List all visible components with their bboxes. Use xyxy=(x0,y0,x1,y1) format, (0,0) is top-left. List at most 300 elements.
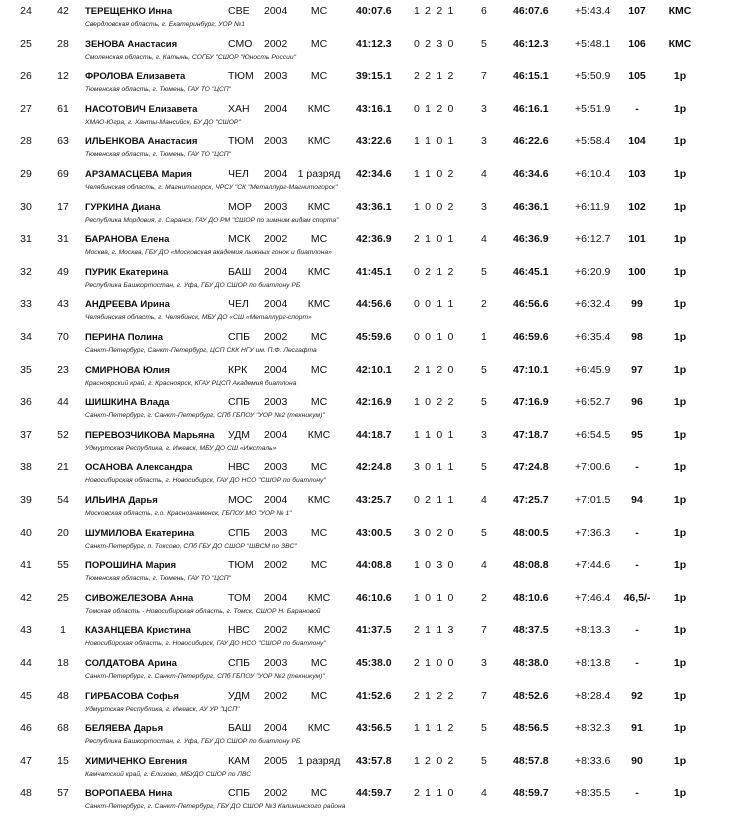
shooting-cell: 1 1 1 2 xyxy=(414,722,455,735)
total-time-cell: 47:18.7 xyxy=(513,428,549,441)
points-cell: - xyxy=(635,526,639,539)
bib-cell: 23 xyxy=(57,363,69,376)
place-cell: 44 xyxy=(20,657,32,669)
birth-year-cell: 2004 xyxy=(264,591,288,604)
table-row xyxy=(0,360,750,393)
region-cell: ХАН xyxy=(228,102,250,115)
place-cell: 46 xyxy=(20,722,32,735)
sport-rank-cell: КМС xyxy=(307,722,331,735)
sport-rank-cell: КМС xyxy=(307,200,331,213)
penalties-cell: 4 xyxy=(481,494,487,506)
birth-year-cell: 2004 xyxy=(264,168,288,180)
athlete-name: СОЛДАТОВА Арина xyxy=(85,658,177,669)
qualification-cell: 1р xyxy=(673,298,687,311)
total-time-cell: 48:38.0 xyxy=(513,657,549,669)
total-time-cell: 47:10.1 xyxy=(513,363,549,376)
penalties-cell: 3 xyxy=(481,102,487,115)
place-cell: 27 xyxy=(20,102,32,115)
table-row xyxy=(0,555,750,588)
bib-cell: 48 xyxy=(57,689,69,702)
sport-rank-cell: МС xyxy=(310,331,328,343)
time-behind-cell: +8:13.8 xyxy=(575,657,611,669)
shooting-cell: 3 0 1 1 xyxy=(414,461,455,474)
place-cell: 41 xyxy=(20,559,32,572)
birth-year-cell: 2002 xyxy=(264,37,288,50)
shooting-cell: 1 2 0 2 xyxy=(414,754,455,767)
place-cell: 45 xyxy=(20,689,32,702)
sport-rank-cell: МС xyxy=(310,657,328,669)
course-time-cell: 41:37.5 xyxy=(356,624,392,637)
table-row xyxy=(0,392,750,425)
athlete-name: ПУРИК Екатерина xyxy=(85,266,169,278)
birth-year-cell: 2003 xyxy=(264,135,288,148)
birth-year-cell: 2003 xyxy=(264,200,288,213)
points-cell: 101 xyxy=(628,233,646,246)
points-cell: 107 xyxy=(628,5,646,17)
club-line: Тюменская область, г. Тюмень, ГАУ ТО "ЦСП" xyxy=(85,575,232,583)
qualification-cell: 1р xyxy=(673,233,687,246)
place-cell: 31 xyxy=(20,233,32,246)
sport-rank-cell: МС xyxy=(310,5,328,17)
total-time-cell: 48:57.8 xyxy=(513,754,549,767)
points-cell: 91 xyxy=(631,722,643,735)
course-time-cell: 43:36.1 xyxy=(356,200,392,213)
place-cell: 38 xyxy=(20,461,32,474)
sport-rank-cell: МС xyxy=(310,70,328,83)
total-time-cell: 46:15.1 xyxy=(513,70,549,83)
table-row xyxy=(0,99,750,132)
penalties-cell: 5 xyxy=(481,722,487,735)
athlete-name: ОСАНОВА Александра xyxy=(85,462,193,474)
course-time-cell: 45:38.0 xyxy=(356,657,392,669)
time-behind-cell: +8:28.4 xyxy=(575,689,611,702)
penalties-cell: 2 xyxy=(481,298,487,311)
athlete-name: ИЛЬИНА Дарья xyxy=(85,495,158,506)
total-time-cell: 48:56.5 xyxy=(513,722,549,735)
penalties-cell: 5 xyxy=(481,363,487,376)
place-cell: 25 xyxy=(20,37,32,50)
penalties-cell: 4 xyxy=(481,168,487,180)
sport-rank-cell: МС xyxy=(310,526,328,539)
birth-year-cell: 2004 xyxy=(264,102,288,115)
qualification-cell: КМС xyxy=(668,5,692,17)
total-time-cell: 48:52.6 xyxy=(513,689,549,702)
course-time-cell: 42:10.1 xyxy=(356,363,392,376)
bib-cell: 18 xyxy=(57,657,69,669)
region-cell: БАШ xyxy=(228,265,252,278)
birth-year-cell: 2002 xyxy=(264,559,288,572)
birth-year-cell: 2002 xyxy=(264,624,288,637)
athlete-name: ЗЕНОВА Анастасия xyxy=(85,38,178,50)
region-cell: ТЮМ xyxy=(228,559,254,572)
total-time-cell: 47:24.8 xyxy=(513,461,549,474)
time-behind-cell: +6:54.5 xyxy=(575,428,611,441)
table-row xyxy=(0,718,750,751)
points-cell: 106 xyxy=(628,37,646,50)
course-time-cell: 43:25.7 xyxy=(356,494,392,506)
club-line: Смоленская область, г. Катынь, СОГБУ "СШОР "Юность России" xyxy=(85,53,296,61)
time-behind-cell: +6:35.4 xyxy=(575,331,611,343)
athlete-name: АНДРЕЕВА Ирина xyxy=(85,299,170,311)
qualification-cell: 1р xyxy=(673,754,687,767)
table-row xyxy=(0,523,750,556)
bib-cell: 20 xyxy=(57,526,69,539)
penalties-cell: 3 xyxy=(481,135,487,148)
shooting-cell: 2 1 2 2 xyxy=(414,689,455,702)
table-row xyxy=(0,294,750,327)
penalties-cell: 6 xyxy=(481,5,487,17)
time-behind-cell: +7:00.6 xyxy=(575,461,611,474)
region-cell: МОР xyxy=(228,200,252,213)
bib-cell: 69 xyxy=(57,168,69,180)
club-line: Санкт-Петербург, г. Санкт-Петербург, СПб ГБПОУ "УОР №2 (техникум)" xyxy=(85,673,325,680)
club-line: Камчатский край, г. Елизово, МБУДО СШОР по ЛВС xyxy=(85,770,252,778)
total-time-cell: 46:16.1 xyxy=(513,102,549,115)
athlete-name: ВОРОПАЕВА Нина xyxy=(85,788,173,800)
penalties-cell: 5 xyxy=(481,461,487,474)
time-behind-cell: +8:13.3 xyxy=(575,624,611,637)
club-line: Тюменская область, г. Тюмень, ГАУ ТО "ЦСП" xyxy=(85,86,232,94)
time-behind-cell: +6:20.9 xyxy=(575,265,611,278)
club-line: Тюменская область, г. Тюмень, ГАУ ТО "ЦСП" xyxy=(85,151,232,159)
total-time-cell: 46:34.6 xyxy=(513,168,549,180)
athlete-name: ГУРКИНА Диана xyxy=(85,201,161,213)
table-row xyxy=(0,197,750,230)
shooting-cell: 0 2 1 1 xyxy=(414,494,455,506)
sport-rank-cell: КМС xyxy=(307,265,331,278)
region-cell: НВС xyxy=(228,461,250,474)
athlete-name: ПЕРЕВОЗЧИКОВА Марьяна xyxy=(85,429,215,441)
club-line: Москва, г. Москва, ГБУ ДО «Московская академия лыжных гонок и биатлона» xyxy=(85,249,332,257)
club-line: Удмуртская Республика, г. Ижевск, АУ УР "ЦСП" xyxy=(85,705,240,713)
points-cell: - xyxy=(635,559,639,572)
qualification-cell: 1р xyxy=(673,591,687,604)
qualification-cell: 1р xyxy=(673,200,687,213)
athlete-name: ТЕРЕЩЕНКО Инна xyxy=(85,6,173,17)
region-cell: ТОМ xyxy=(228,591,251,604)
penalties-cell: 5 xyxy=(481,37,487,50)
bib-cell: 17 xyxy=(57,200,69,213)
penalties-cell: 3 xyxy=(481,200,487,213)
club-line: Санкт-Петербург, п. Токсово, СПб ГБУ ДО СШОР "ШВСМ по ЗВС" xyxy=(85,542,297,550)
place-cell: 26 xyxy=(20,70,32,83)
course-time-cell: 43:56.5 xyxy=(356,722,392,735)
penalties-cell: 3 xyxy=(481,657,487,669)
region-cell: ТЮМ xyxy=(228,70,254,83)
sport-rank-cell: КМС xyxy=(307,428,331,441)
place-cell: 40 xyxy=(20,526,32,539)
club-line: ХМАО-Югра, г. Ханты-Мансийск, БУ ДО "СШОР" xyxy=(85,118,241,126)
athlete-name: ФРОЛОВА Елизавета xyxy=(85,71,186,83)
table-row xyxy=(0,588,750,621)
club-line: Челябинская область, г. Магнитогорск, ЧРСУ "СК "Металлург-Магнитогорск" xyxy=(85,184,338,191)
time-behind-cell: +8:35.5 xyxy=(575,787,611,800)
shooting-cell: 3 0 2 0 xyxy=(414,526,455,539)
time-behind-cell: +6:11.9 xyxy=(575,200,610,213)
shooting-cell: 0 2 1 2 xyxy=(414,265,455,278)
points-cell: 98 xyxy=(631,331,643,343)
penalties-cell: 2 xyxy=(481,591,487,604)
athlete-name: ГИРБАСОВА Софья xyxy=(85,690,179,702)
shooting-cell: 2 1 1 3 xyxy=(414,624,455,637)
region-cell: ТЮМ xyxy=(228,135,254,148)
course-time-cell: 39:15.1 xyxy=(356,70,392,83)
birth-year-cell: 2004 xyxy=(264,363,288,376)
time-behind-cell: +7:44.6 xyxy=(575,559,611,572)
time-behind-cell: +5:43.4 xyxy=(575,5,611,17)
birth-year-cell: 2004 xyxy=(264,494,288,506)
club-line: Санкт-Петербург, Санкт-Петербург, ЦСП СКК НГУ им. П.Ф. Лесгафта xyxy=(85,347,317,354)
athlete-name: ШИШКИНА Влада xyxy=(85,397,170,409)
penalties-cell: 5 xyxy=(481,265,487,278)
table-row xyxy=(0,262,750,295)
qualification-cell: 1р xyxy=(673,396,687,409)
qualification-cell: 1р xyxy=(673,331,687,343)
points-cell: 99 xyxy=(631,298,643,311)
total-time-cell: 48:08.8 xyxy=(513,559,549,572)
club-line: Челябинская область, г. Челябинск, МБУ ДО «СШ «Металлург-спорт» xyxy=(85,314,312,322)
time-behind-cell: +5:51.9 xyxy=(575,102,611,115)
course-time-cell: 40:07.6 xyxy=(356,5,392,17)
penalties-cell: 4 xyxy=(481,559,487,572)
points-cell: 100 xyxy=(628,265,646,278)
table-row xyxy=(0,131,750,164)
shooting-cell: 1 2 2 1 xyxy=(414,5,455,17)
birth-year-cell: 2002 xyxy=(264,233,288,246)
region-cell: СВЕ xyxy=(228,5,250,17)
time-behind-cell: +6:52.7 xyxy=(575,396,611,409)
birth-year-cell: 2004 xyxy=(264,298,288,311)
penalties-cell: 4 xyxy=(481,233,487,246)
athlete-name: СИВОЖЕЛЕЗОВА Анна xyxy=(85,592,194,604)
total-time-cell: 47:16.9 xyxy=(513,396,549,409)
points-cell: 104 xyxy=(628,135,646,148)
region-cell: СПБ xyxy=(228,396,251,409)
sport-rank-cell: МС xyxy=(310,689,328,702)
penalties-cell: 5 xyxy=(481,396,487,409)
table-row xyxy=(0,425,750,458)
region-cell: СМО xyxy=(228,37,253,50)
points-cell: 96 xyxy=(631,396,643,409)
qualification-cell: 1р xyxy=(673,168,687,180)
points-cell: - xyxy=(635,787,639,800)
points-cell: 46,5/- xyxy=(623,591,651,604)
bib-cell: 12 xyxy=(57,70,69,83)
athlete-name: БАРАНОВА Елена xyxy=(85,234,170,246)
course-time-cell: 45:59.6 xyxy=(356,331,392,343)
qualification-cell: 1р xyxy=(673,657,687,669)
qualification-cell: 1р xyxy=(673,624,687,637)
qualification-cell: 1р xyxy=(673,461,687,474)
course-time-cell: 42:36.9 xyxy=(356,233,392,246)
place-cell: 39 xyxy=(20,494,32,506)
table-row xyxy=(0,620,750,653)
total-time-cell: 48:00.5 xyxy=(513,526,549,539)
athlete-name: НАСОТОВИЧ Елизавета xyxy=(85,103,198,115)
birth-year-cell: 2002 xyxy=(264,787,288,800)
bib-cell: 28 xyxy=(57,37,69,50)
region-cell: СПБ xyxy=(228,787,251,800)
club-line: Томская область - Новосибирская область, г. Томск, СШОР Н. Барановой xyxy=(85,607,321,615)
region-cell: МСК xyxy=(228,233,251,246)
table-row xyxy=(0,783,750,816)
place-cell: 34 xyxy=(20,331,32,343)
table-row xyxy=(0,653,750,686)
sport-rank-cell: МС xyxy=(310,396,328,409)
bib-cell: 61 xyxy=(57,102,69,115)
athlete-name: КАЗАНЦЕВА Кристина xyxy=(85,625,191,637)
birth-year-cell: 2003 xyxy=(264,526,288,539)
time-behind-cell: +6:10.4 xyxy=(575,168,611,180)
table-row xyxy=(0,490,750,523)
course-time-cell: 43:00.5 xyxy=(356,526,392,539)
penalties-cell: 5 xyxy=(481,526,487,539)
course-time-cell: 41:12.3 xyxy=(356,37,392,50)
shooting-cell: 2 1 0 0 xyxy=(414,657,455,669)
points-cell: 95 xyxy=(631,428,643,441)
bib-cell: 25 xyxy=(57,591,69,604)
shooting-cell: 1 1 0 2 xyxy=(414,168,455,180)
total-time-cell: 46:12.3 xyxy=(513,37,549,50)
place-cell: 37 xyxy=(20,428,32,441)
birth-year-cell: 2003 xyxy=(264,396,288,409)
bib-cell: 54 xyxy=(57,494,69,506)
penalties-cell: 7 xyxy=(481,689,487,702)
place-cell: 42 xyxy=(20,591,32,604)
points-cell: 94 xyxy=(631,494,643,506)
course-time-cell: 43:57.8 xyxy=(356,754,392,767)
sport-rank-cell: МС xyxy=(310,233,328,246)
athlete-name: ШУМИЛОВА Екатерина xyxy=(85,527,195,539)
points-cell: 90 xyxy=(631,754,643,767)
birth-year-cell: 2005 xyxy=(264,754,288,767)
time-behind-cell: +8:33.6 xyxy=(575,754,611,767)
region-cell: СПБ xyxy=(228,526,251,539)
place-cell: 36 xyxy=(20,396,32,409)
bib-cell: 1 xyxy=(60,624,66,637)
shooting-cell: 1 0 0 2 xyxy=(414,200,455,213)
place-cell: 33 xyxy=(20,298,32,311)
shooting-cell: 0 2 3 0 xyxy=(414,37,455,50)
time-behind-cell: +5:48.1 xyxy=(575,37,611,50)
course-time-cell: 41:45.1 xyxy=(356,265,392,278)
shooting-cell: 1 1 0 1 xyxy=(414,428,455,441)
birth-year-cell: 2004 xyxy=(264,428,288,441)
points-cell: - xyxy=(635,624,639,637)
course-time-cell: 44:08.8 xyxy=(356,559,392,572)
table-row xyxy=(0,686,750,719)
club-line: Московская область, г.о. Краснознаменск, ГБПОУ МО "УОР № 1" xyxy=(85,510,292,517)
time-behind-cell: +7:46.4 xyxy=(575,591,611,604)
time-behind-cell: +7:01.5 xyxy=(575,494,611,506)
place-cell: 29 xyxy=(20,168,32,180)
shooting-cell: 1 1 0 1 xyxy=(414,135,455,148)
birth-year-cell: 2002 xyxy=(264,689,288,702)
club-line: Свердловская область, г. Екатеринбург, УОР №1 xyxy=(85,21,245,28)
course-time-cell: 42:16.9 xyxy=(356,396,392,409)
club-line: Республика Мордовия, г. Саранск, ГАУ ДО РМ "СШОР по зимним видам спорта" xyxy=(85,216,339,224)
sport-rank-cell: КМС xyxy=(307,591,331,604)
course-time-cell: 43:16.1 xyxy=(356,102,392,115)
total-time-cell: 46:07.6 xyxy=(513,5,549,17)
points-cell: 103 xyxy=(628,168,646,180)
total-time-cell: 46:45.1 xyxy=(513,265,549,278)
sport-rank-cell: КМС xyxy=(307,298,331,311)
birth-year-cell: 2004 xyxy=(264,5,288,17)
sport-rank-cell: КМС xyxy=(307,624,331,637)
place-cell: 48 xyxy=(20,787,32,800)
table-row xyxy=(0,34,750,67)
place-cell: 30 xyxy=(20,200,32,213)
place-cell: 35 xyxy=(20,363,32,376)
athlete-name: ПЕРИНА Полина xyxy=(85,332,163,343)
qualification-cell: 1р xyxy=(673,689,687,702)
sport-rank-cell: КМС xyxy=(307,135,331,148)
region-cell: СПБ xyxy=(228,657,251,669)
qualification-cell: 1р xyxy=(673,102,687,115)
table-row xyxy=(0,751,750,784)
bib-cell: 15 xyxy=(57,754,69,767)
qualification-cell: 1р xyxy=(673,494,687,506)
bib-cell: 57 xyxy=(57,787,69,800)
course-time-cell: 42:34.6 xyxy=(356,168,392,180)
table-row xyxy=(0,229,750,262)
time-behind-cell: +7:36.3 xyxy=(575,526,611,539)
course-time-cell: 43:22.6 xyxy=(356,135,392,148)
region-cell: ЧЕЛ xyxy=(228,298,249,311)
bib-cell: 63 xyxy=(57,135,69,148)
bib-cell: 55 xyxy=(57,559,69,572)
sport-rank-cell: 1 разряд xyxy=(297,168,341,180)
birth-year-cell: 2003 xyxy=(264,70,288,83)
qualification-cell: 1р xyxy=(673,559,687,572)
bib-cell: 42 xyxy=(57,5,69,17)
sport-rank-cell: КМС xyxy=(307,494,331,506)
penalties-cell: 3 xyxy=(481,428,487,441)
points-cell: 97 xyxy=(631,363,643,376)
penalties-cell: 7 xyxy=(481,70,487,83)
course-time-cell: 44:56.6 xyxy=(356,298,392,311)
qualification-cell: 1р xyxy=(673,428,687,441)
course-time-cell: 44:18.7 xyxy=(356,428,392,441)
total-time-cell: 46:22.6 xyxy=(513,135,549,148)
table-row xyxy=(0,457,750,490)
qualification-cell: 1р xyxy=(673,363,687,376)
course-time-cell: 42:24.8 xyxy=(356,461,392,474)
bib-cell: 31 xyxy=(57,233,69,246)
birth-year-cell: 2003 xyxy=(264,657,288,669)
bib-cell: 21 xyxy=(57,461,69,474)
course-time-cell: 46:10.6 xyxy=(356,591,392,604)
table-row xyxy=(0,327,750,360)
shooting-cell: 1 0 1 0 xyxy=(414,591,455,604)
penalties-cell: 7 xyxy=(481,624,487,637)
points-cell: 92 xyxy=(631,689,643,702)
points-cell: - xyxy=(635,461,639,474)
total-time-cell: 46:36.1 xyxy=(513,200,549,213)
club-line: Новосибирская область, г. Новосибирск, ГАУ ДО НСО "СШОР по биатлону" xyxy=(85,640,326,648)
region-cell: МОС xyxy=(228,494,253,506)
region-cell: КРК xyxy=(228,363,248,376)
qualification-cell: КМС xyxy=(668,37,692,50)
region-cell: КАМ xyxy=(228,754,250,767)
region-cell: БАШ xyxy=(228,722,252,735)
region-cell: УДМ xyxy=(228,428,251,441)
time-behind-cell: +6:12.7 xyxy=(575,233,611,246)
region-cell: СПБ xyxy=(228,331,251,343)
athlete-name: ИЛЬЕНКОВА Анастасия xyxy=(85,136,198,148)
total-time-cell: 46:59.6 xyxy=(513,331,549,343)
